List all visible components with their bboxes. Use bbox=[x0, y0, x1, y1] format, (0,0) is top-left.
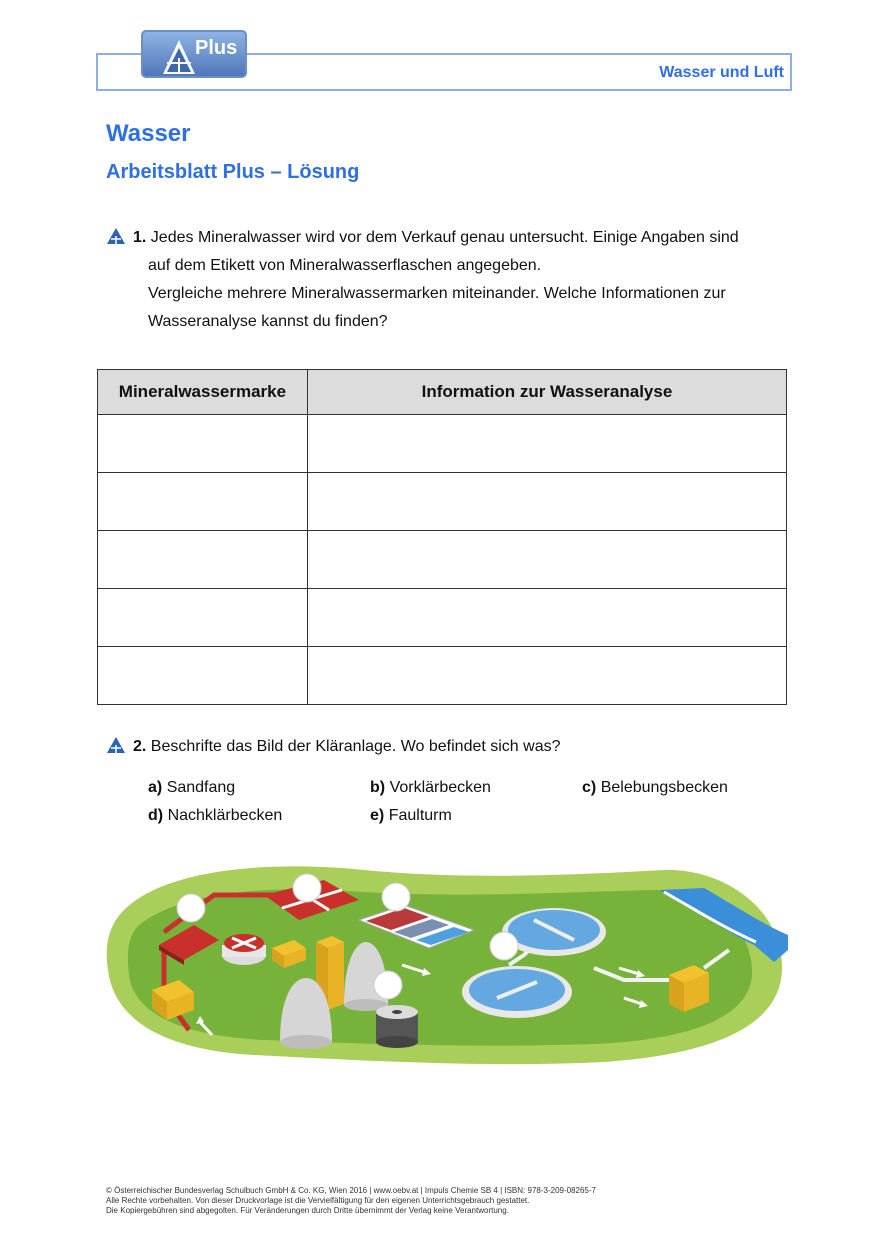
task1-line-3: Vergleiche mehrere Mineralwassermarken miteinander. Welche Informationen zur bbox=[148, 285, 726, 302]
info-cell[interactable] bbox=[307, 531, 786, 589]
option-e bbox=[370, 807, 452, 825]
pyramid-task-icon bbox=[106, 227, 126, 245]
option-letter: c) bbox=[582, 779, 597, 796]
option-letter: d) bbox=[148, 807, 164, 824]
info-cell[interactable] bbox=[307, 473, 786, 531]
brand-cell[interactable] bbox=[98, 473, 308, 531]
table-row bbox=[98, 647, 787, 705]
label-circle[interactable] bbox=[382, 883, 410, 911]
task2-number: 2. bbox=[133, 738, 147, 755]
option-a bbox=[148, 779, 235, 797]
brand-cell[interactable] bbox=[98, 647, 308, 705]
info-cell[interactable] bbox=[307, 647, 786, 705]
option-label: Vorklärbecken bbox=[389, 779, 491, 796]
footer-line-2: Alle Rechte vorbehalten. Von dieser Druckvorlage ist die Vervielfältigung für den eigenen Unterrichtsgebrauch gestattet. bbox=[106, 1196, 530, 1205]
footer-line-3: Die Kopiergebühren sind abgegolten. Für Veränderungen durch Dritte übernimmt der Verlag keine Verantwortung. bbox=[106, 1206, 509, 1215]
column-header-brand: Mineralwassermarke bbox=[98, 370, 308, 415]
task1-number: 1. bbox=[133, 229, 147, 246]
task2-text: Beschrifte das Bild der Kläranlage. Wo befindet sich was? bbox=[150, 738, 561, 755]
task1-line-4: Wasseranalyse kannst du finden? bbox=[148, 313, 388, 330]
option-label: Nachklärbecken bbox=[167, 807, 283, 824]
label-circle[interactable] bbox=[177, 894, 205, 922]
label-circle[interactable] bbox=[293, 874, 321, 902]
option-label: Faulturm bbox=[388, 807, 452, 824]
table-row bbox=[98, 589, 787, 647]
chapter-title: Wasser und Luft bbox=[659, 64, 784, 81]
brand-cell[interactable] bbox=[98, 415, 308, 473]
option-d bbox=[148, 807, 282, 825]
label-circle[interactable] bbox=[374, 971, 402, 999]
option-label: Sandfang bbox=[166, 779, 236, 796]
terrain-inner bbox=[128, 889, 752, 1045]
table-row bbox=[98, 473, 787, 531]
info-cell[interactable] bbox=[307, 589, 786, 647]
label-circle[interactable] bbox=[490, 932, 518, 960]
task1-line-1 bbox=[133, 229, 739, 247]
task2-line bbox=[133, 738, 561, 756]
copyright-footer bbox=[106, 1186, 596, 1216]
pyramid-task-icon bbox=[106, 736, 126, 754]
brand-cell[interactable] bbox=[98, 589, 308, 647]
treatment-plant-illustration bbox=[104, 850, 788, 1070]
table-header-row bbox=[98, 370, 787, 415]
mineral-water-table bbox=[97, 369, 787, 705]
task1-line-2: auf dem Etikett von Mineralwasserflaschen angegeben. bbox=[148, 257, 542, 274]
option-letter: a) bbox=[148, 779, 163, 796]
info-cell[interactable] bbox=[307, 415, 786, 473]
option-c bbox=[582, 779, 728, 797]
task1-text-1: Jedes Mineralwasser wird vor dem Verkauf genau untersucht. Einige Angaben sind bbox=[150, 229, 739, 246]
option-letter: e) bbox=[370, 807, 385, 824]
logo-text: Plus bbox=[195, 37, 238, 59]
option-b bbox=[370, 779, 491, 797]
plus-logo bbox=[141, 30, 247, 78]
option-letter: b) bbox=[370, 779, 386, 796]
option-label: Belebungsbecken bbox=[600, 779, 728, 796]
brand-cell[interactable] bbox=[98, 531, 308, 589]
column-header-info: Information zur Wasseranalyse bbox=[307, 370, 786, 415]
page-title: Wasser bbox=[106, 120, 191, 147]
table-row bbox=[98, 531, 787, 589]
footer-line-1: © Österreichischer Bundesverlag Schulbuch GmbH & Co. KG, Wien 2016 | www.oebv.at | Impuls Chemie SB 4 | ISBN: 978-3-209-08265-7 bbox=[106, 1186, 596, 1195]
page-subtitle: Arbeitsblatt Plus – Lösung bbox=[106, 161, 360, 183]
table-row bbox=[98, 415, 787, 473]
